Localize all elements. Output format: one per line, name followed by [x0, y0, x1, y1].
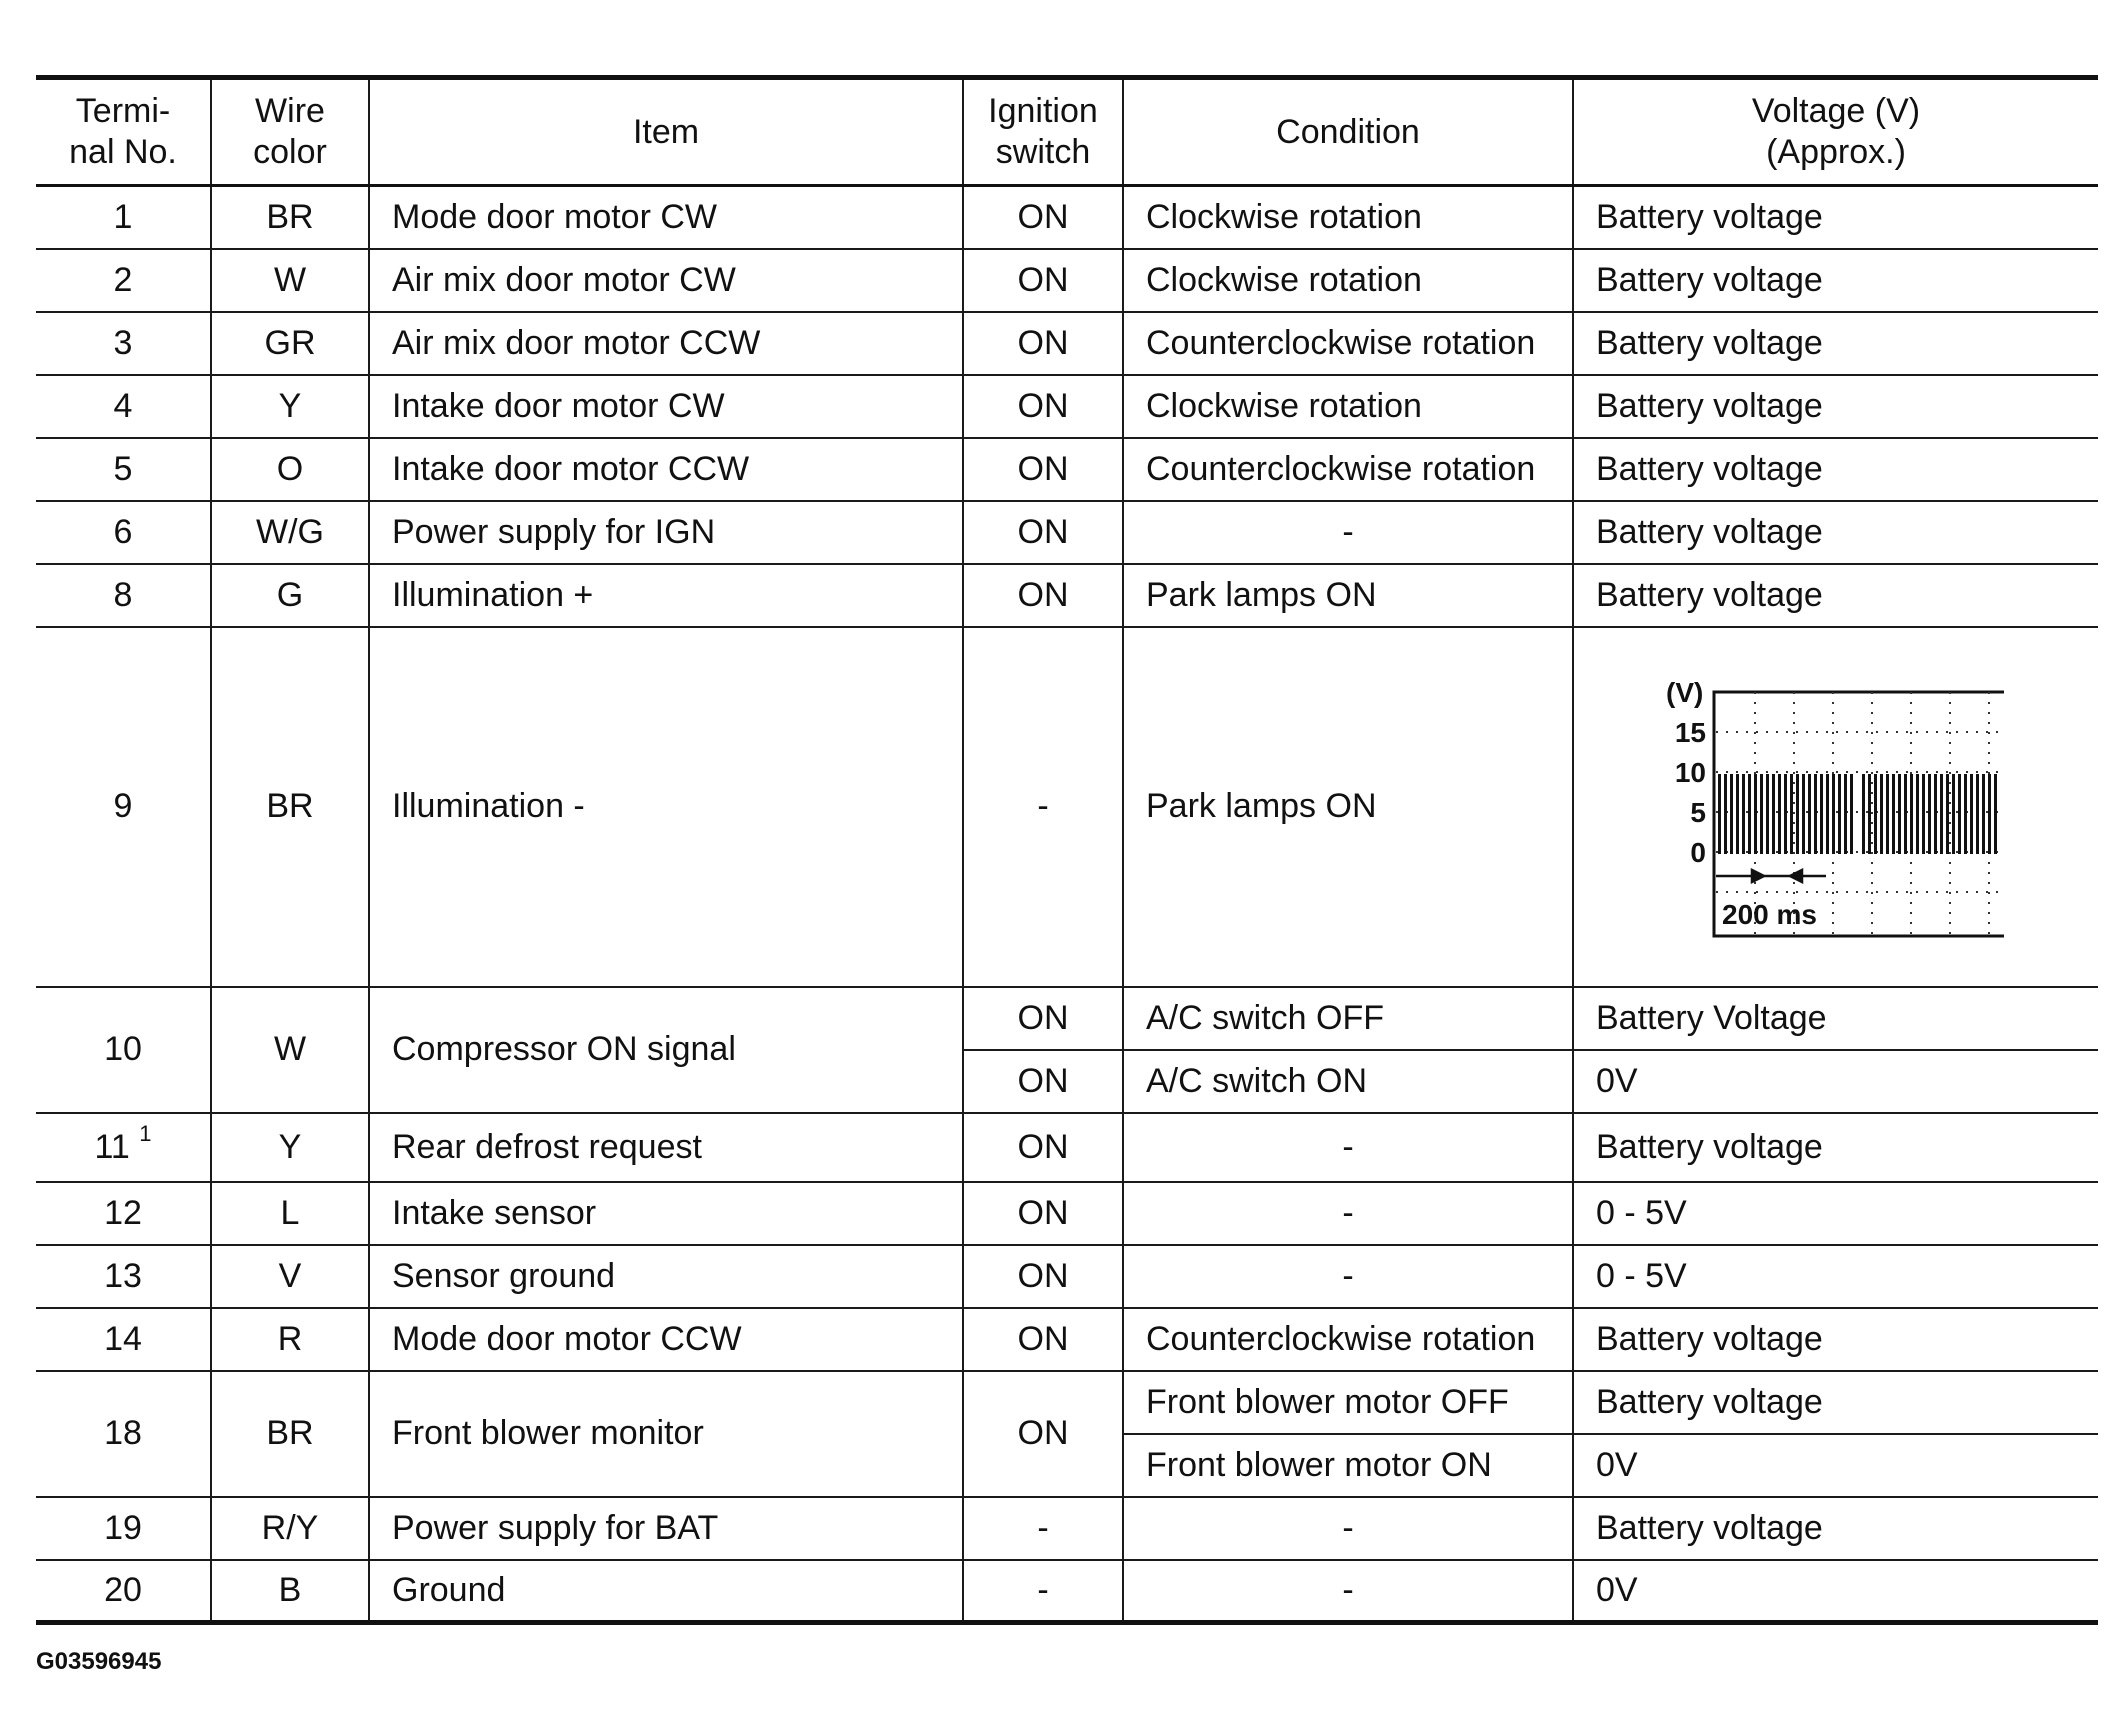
pwm-pulse	[1964, 774, 1967, 854]
pwm-pulse	[1844, 774, 1847, 854]
ignition-cell: ON	[963, 1050, 1123, 1113]
table-row	[36, 312, 2098, 375]
header-item: Item	[369, 78, 963, 186]
terminal-cell: 12	[36, 1182, 211, 1245]
header-wire-line1: Wire	[255, 92, 325, 131]
table-row	[36, 1497, 2098, 1560]
pwm-pulse	[1766, 774, 1769, 854]
table-row	[36, 627, 2098, 987]
pwm-pulse	[1748, 774, 1751, 854]
terminal-cell: 19	[36, 1497, 211, 1560]
ignition-cell: ON	[963, 375, 1123, 438]
table-row	[36, 987, 2098, 1050]
pwm-pulse	[1970, 774, 1973, 854]
condition-cell: Front blower motor OFF	[1123, 1371, 1573, 1434]
condition-cell: -	[1123, 1560, 1573, 1623]
item-cell: Intake door motor CW	[369, 375, 963, 438]
pwm-pulse	[1946, 774, 1949, 854]
pwm-pulse	[1796, 774, 1799, 854]
wire-color-cell: W	[211, 249, 369, 312]
pwm-pulse	[1820, 774, 1823, 854]
ignition-cell: ON	[963, 1182, 1123, 1245]
condition-cell: Clockwise rotation	[1123, 186, 1573, 249]
pwm-pulse	[1922, 774, 1925, 854]
wire-color-cell: W/G	[211, 501, 369, 564]
condition-cell: Clockwise rotation	[1123, 375, 1573, 438]
ignition-cell: ON	[963, 249, 1123, 312]
pwm-pulse	[1898, 774, 1901, 854]
pwm-pulse	[1778, 774, 1781, 854]
wire-color-cell: BR	[211, 627, 369, 987]
pwm-pulse	[1730, 774, 1733, 854]
pwm-waveform-graph	[1634, 672, 2004, 942]
waveform-y-tick: 10	[1674, 756, 1706, 788]
pwm-pulse	[1958, 774, 1961, 854]
pwm-pulse	[1874, 774, 1877, 854]
table-row	[36, 1308, 2098, 1371]
header-wire-color	[211, 78, 369, 186]
item-cell: Intake sensor	[369, 1182, 963, 1245]
item-cell: Ground	[369, 1560, 963, 1623]
table-row	[36, 1182, 2098, 1245]
terminal-cell	[36, 1113, 211, 1182]
voltage-cell: Battery voltage	[1573, 249, 2098, 312]
item-cell: Mode door motor CCW	[369, 1308, 963, 1371]
pwm-pulse	[1886, 774, 1889, 854]
voltage-cell: 0V	[1573, 1050, 2098, 1113]
voltage-cell: Battery voltage	[1573, 312, 2098, 375]
terminal-cell: 3	[36, 312, 211, 375]
terminal-cell: 9	[36, 627, 211, 987]
table-row	[36, 564, 2098, 627]
terminal-cell: 5	[36, 438, 211, 501]
pwm-pulse	[1892, 774, 1895, 854]
wire-color-cell: GR	[211, 312, 369, 375]
condition-cell: Park lamps ON	[1123, 627, 1573, 987]
table-row	[36, 186, 2098, 249]
item-cell: Front blower monitor	[369, 1371, 963, 1497]
pwm-pulse	[1928, 774, 1931, 854]
voltage-cell: 0 - 5V	[1573, 1182, 2098, 1245]
wire-color-cell: BR	[211, 1371, 369, 1497]
ignition-cell: ON	[963, 1308, 1123, 1371]
header-ignition-line1: Ignition	[988, 92, 1098, 131]
terminal-cell: 6	[36, 501, 211, 564]
item-cell: Rear defrost request	[369, 1113, 963, 1182]
condition-cell: Counterclockwise rotation	[1123, 1308, 1573, 1371]
condition-cell: Counterclockwise rotation	[1123, 438, 1573, 501]
wire-color-cell: L	[211, 1182, 369, 1245]
table-row	[36, 1560, 2098, 1623]
header-terminal	[36, 78, 211, 186]
pwm-pulse	[1994, 774, 1997, 854]
condition-cell: A/C switch ON	[1123, 1050, 1573, 1113]
terminal-cell: 14	[36, 1308, 211, 1371]
header-voltage-line2: (Approx.)	[1766, 133, 1906, 171]
pwm-pulse	[1826, 774, 1829, 854]
wire-color-cell: B	[211, 1560, 369, 1623]
pwm-pulse	[1760, 774, 1763, 854]
waveform-time-label: 200 ms	[1722, 898, 1817, 930]
terminal-cell: 4	[36, 375, 211, 438]
terminal-number: 11	[94, 1127, 130, 1166]
ignition-cell: ON	[963, 312, 1123, 375]
voltage-cell: Battery voltage	[1573, 438, 2098, 501]
terminal-cell: 2	[36, 249, 211, 312]
item-cell: Power supply for BAT	[369, 1497, 963, 1560]
ignition-cell: ON	[963, 564, 1123, 627]
table-row	[36, 1113, 2098, 1182]
header-voltage-line1: Voltage (V)	[1751, 92, 1921, 131]
voltage-cell: Battery voltage	[1573, 564, 2098, 627]
pwm-pulse	[1910, 774, 1913, 854]
wire-color-cell: BR	[211, 186, 369, 249]
terminal-cell: 18	[36, 1371, 211, 1497]
table-row	[36, 438, 2098, 501]
footnote-marker: 1	[139, 1120, 152, 1146]
table-row	[36, 1371, 2098, 1434]
header-condition: Condition	[1123, 78, 1573, 186]
voltage-cell: Battery voltage	[1573, 501, 2098, 564]
terminal-cell: 1	[36, 186, 211, 249]
header-voltage	[1573, 78, 2098, 186]
pwm-pulse	[1952, 774, 1955, 854]
terminal-cell: 13	[36, 1245, 211, 1308]
pwm-pulse	[1718, 774, 1721, 854]
header-terminal-line1: Termi-	[75, 92, 171, 131]
pwm-pulse	[1850, 774, 1853, 854]
condition-cell: -	[1123, 1113, 1573, 1182]
pwm-pulse	[1754, 774, 1757, 854]
terminal-cell: 10	[36, 987, 211, 1113]
waveform-y-tick: 5	[1690, 796, 1706, 828]
condition-cell: -	[1123, 1245, 1573, 1308]
pwm-pulse	[1832, 774, 1835, 854]
ignition-cell: ON	[963, 1371, 1123, 1497]
pwm-pulse	[1982, 774, 1985, 854]
table-row	[36, 375, 2098, 438]
terminal-spec-table	[36, 75, 2098, 1625]
wire-color-cell: R/Y	[211, 1497, 369, 1560]
table-row	[36, 1245, 2098, 1308]
pwm-pulse	[1976, 774, 1979, 854]
condition-cell: -	[1123, 501, 1573, 564]
condition-cell: Clockwise rotation	[1123, 249, 1573, 312]
ignition-cell: ON	[963, 1113, 1123, 1182]
pwm-pulse	[1838, 774, 1841, 854]
voltage-cell: 0V	[1573, 1560, 2098, 1623]
terminal-cell: 8	[36, 564, 211, 627]
header-ignition-line2: switch	[995, 133, 1091, 171]
waveform-y-tick: 15	[1674, 716, 1706, 748]
condition-cell: A/C switch OFF	[1123, 987, 1573, 1050]
pwm-pulse	[1880, 774, 1883, 854]
pwm-pulse	[1724, 774, 1727, 854]
waveform-unit-label: (V)	[1666, 676, 1704, 708]
pwm-pulse	[1934, 774, 1937, 854]
condition-cell: -	[1123, 1182, 1573, 1245]
wire-color-cell: W	[211, 987, 369, 1113]
ignition-cell: ON	[963, 1245, 1123, 1308]
wire-color-cell: G	[211, 564, 369, 627]
ignition-cell: ON	[963, 186, 1123, 249]
header-terminal-line2: nal No.	[69, 133, 177, 171]
voltage-cell: Battery Voltage	[1573, 987, 2098, 1050]
voltage-cell: Battery voltage	[1573, 1497, 2098, 1560]
ignition-cell: ON	[963, 987, 1123, 1050]
item-cell: Air mix door motor CW	[369, 249, 963, 312]
wire-color-cell: O	[211, 438, 369, 501]
item-cell: Compressor ON signal	[369, 987, 963, 1113]
item-cell: Intake door motor CCW	[369, 438, 963, 501]
pwm-pulse	[1814, 774, 1817, 854]
wire-color-cell: Y	[211, 375, 369, 438]
voltage-cell: Battery voltage	[1573, 375, 2098, 438]
voltage-cell: Battery voltage	[1573, 1371, 2098, 1434]
condition-cell: -	[1123, 1497, 1573, 1560]
item-cell: Sensor ground	[369, 1245, 963, 1308]
condition-cell: Park lamps ON	[1123, 564, 1573, 627]
wire-color-cell: R	[211, 1308, 369, 1371]
item-cell: Mode door motor CW	[369, 186, 963, 249]
pwm-pulse	[1988, 774, 1991, 854]
pwm-pulse	[1808, 774, 1811, 854]
item-cell: Illumination +	[369, 564, 963, 627]
terminal-cell: 20	[36, 1560, 211, 1623]
pwm-pulse	[1904, 774, 1907, 854]
item-cell: Power supply for IGN	[369, 501, 963, 564]
condition-cell: Front blower motor ON	[1123, 1434, 1573, 1497]
header-ignition	[963, 78, 1123, 186]
pwm-pulse	[1736, 774, 1739, 854]
pwm-pulse	[1862, 774, 1865, 854]
pwm-pulse	[1940, 774, 1943, 854]
voltage-cell: Battery voltage	[1573, 186, 2098, 249]
item-cell: Illumination -	[369, 627, 963, 987]
ignition-cell: ON	[963, 438, 1123, 501]
waveform-y-tick: 0	[1690, 836, 1706, 868]
voltage-cell: 0 - 5V	[1573, 1245, 2098, 1308]
pwm-pulse	[1742, 774, 1745, 854]
ignition-cell: -	[963, 627, 1123, 987]
header-wire-line2: color	[253, 133, 327, 171]
figure-id: G03596945	[36, 1648, 162, 1675]
voltage-cell: 0V	[1573, 1434, 2098, 1497]
pwm-pulse	[1868, 774, 1871, 854]
wire-color-cell: Y	[211, 1113, 369, 1182]
wire-color-cell: V	[211, 1245, 369, 1308]
table-row	[36, 501, 2098, 564]
pwm-pulse	[1916, 774, 1919, 854]
voltage-cell: Battery voltage	[1573, 1113, 2098, 1182]
ignition-cell: -	[963, 1497, 1123, 1560]
ignition-cell: ON	[963, 501, 1123, 564]
voltage-cell: Battery voltage	[1573, 1308, 2098, 1371]
pwm-pulse	[1802, 774, 1805, 854]
pwm-pulse	[1790, 774, 1793, 854]
voltage-waveform-cell	[1573, 627, 2098, 987]
ignition-cell: -	[963, 1560, 1123, 1623]
pwm-pulse	[1772, 774, 1775, 854]
pwm-pulse	[1784, 774, 1787, 854]
item-cell: Air mix door motor CCW	[369, 312, 963, 375]
header-row	[36, 78, 2098, 186]
condition-cell: Counterclockwise rotation	[1123, 312, 1573, 375]
table-row	[36, 249, 2098, 312]
